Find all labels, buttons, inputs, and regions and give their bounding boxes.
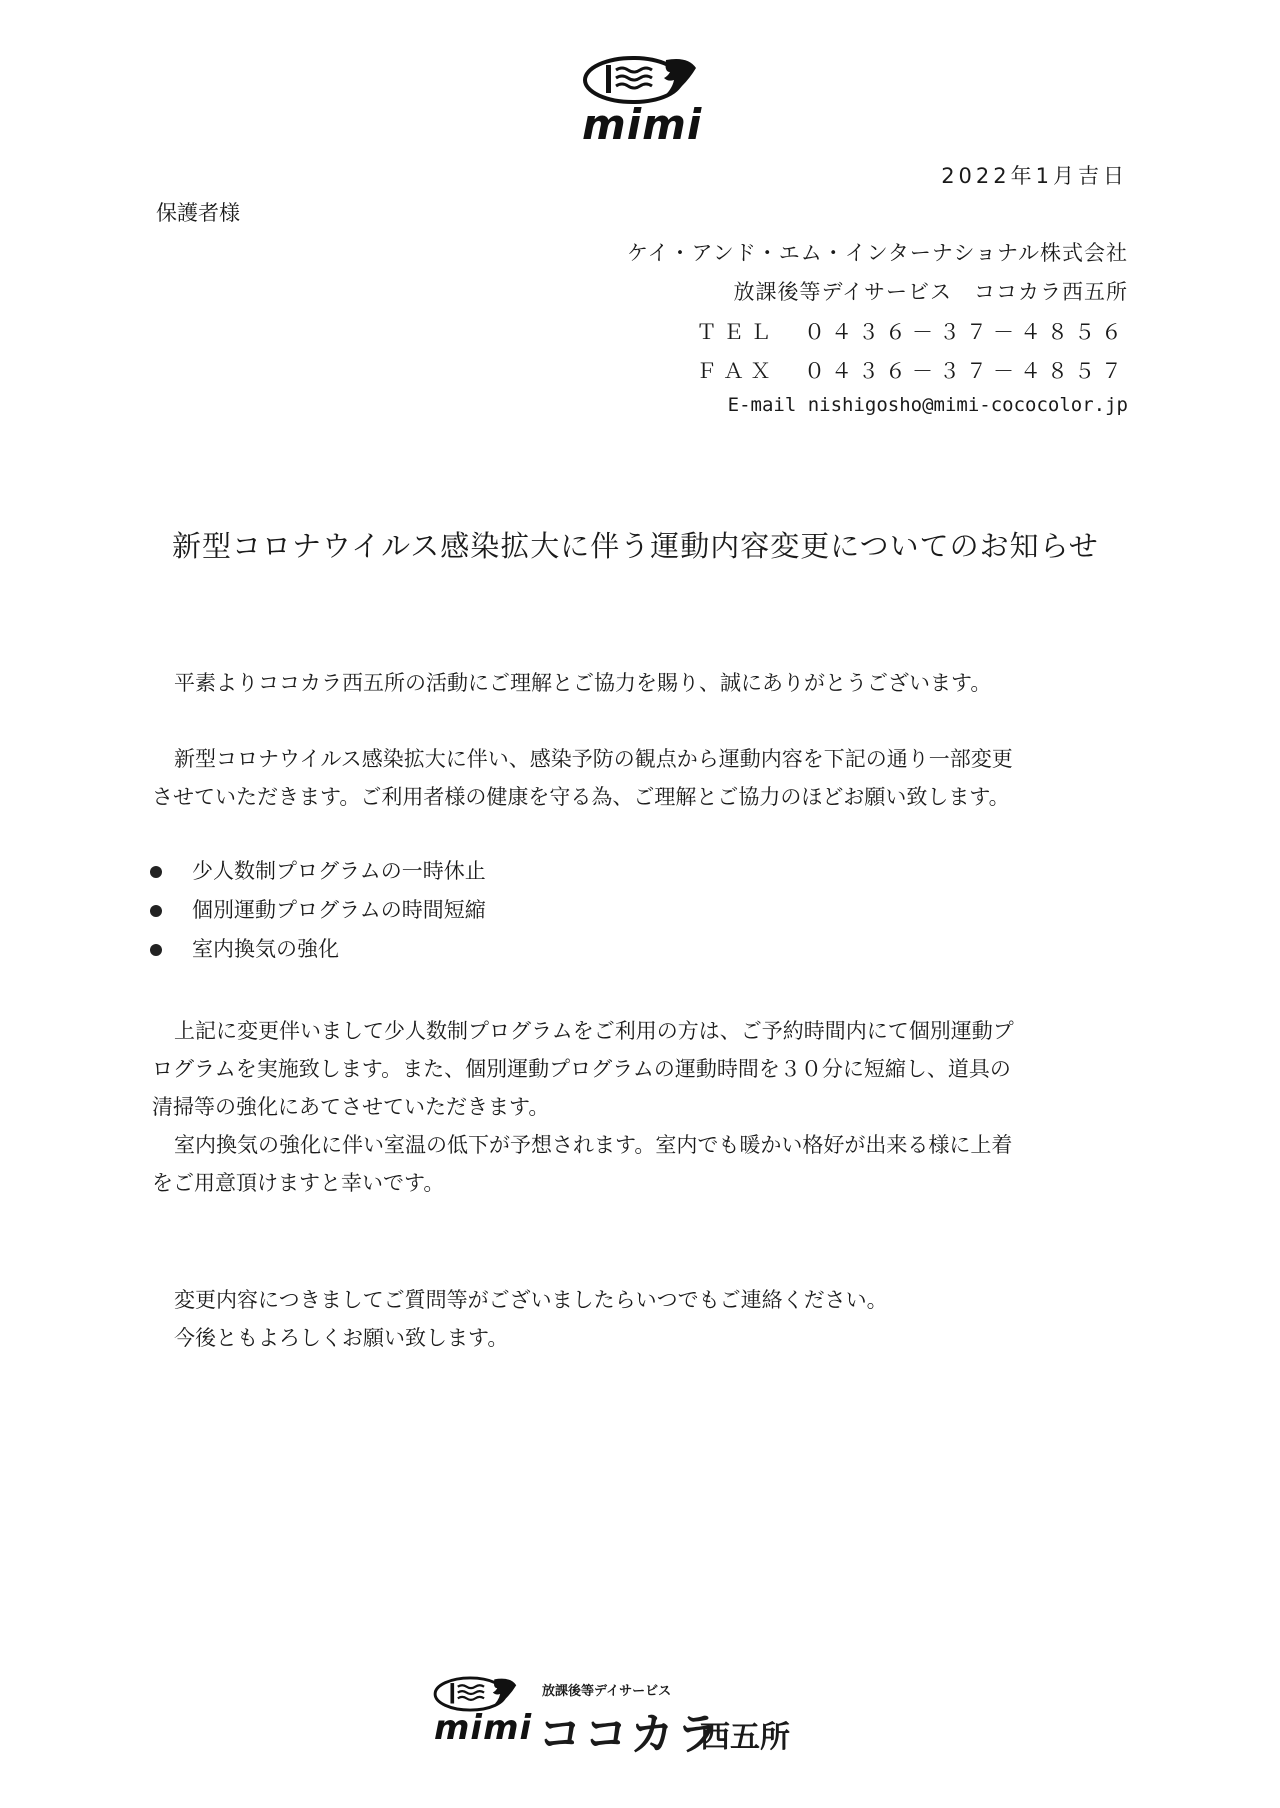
- footer-mimi-text: mimi: [434, 1708, 533, 1748]
- sender-facility: 放課後等デイサービス ココカラ西五所: [733, 280, 1128, 304]
- list-item-text: 室内換気の強化: [192, 937, 339, 961]
- closing-line-1: 変更内容につきましてご質問等がございましたらいつでもご連絡ください。: [174, 1288, 888, 1312]
- notice-title: 新型コロナウイルス感染拡大に伴う運動内容変更についてのお知らせ: [172, 529, 1099, 563]
- detail-line-1: 上記に変更伴いまして少人数制プログラムをご利用の方は、ご予約時間内にて個別運動プ: [174, 1019, 1014, 1043]
- detail-line-3: 清掃等の強化にあてさせていただきます。: [152, 1095, 550, 1119]
- service-label: 放課後等デイサービス: [542, 1684, 672, 1699]
- cococolor-logo: [430, 1672, 860, 1760]
- document-date: 2022年1月吉日: [941, 164, 1128, 188]
- mimi-logo-text: mimi: [582, 100, 703, 149]
- bullet-icon: [150, 905, 162, 917]
- sender-email: E-mail nishigosho@mimi-cococolor.jp: [727, 394, 1128, 416]
- bullet-icon: [150, 866, 162, 878]
- list-item-text: 個別運動プログラムの時間短縮: [192, 898, 486, 922]
- intro-paragraph: [152, 740, 1132, 816]
- detail-line-2: ログラムを実施致します。また、個別運動プログラムの運動時間を３０分に短縮し、道具の: [152, 1057, 1011, 1081]
- brand-location: 西五所: [700, 1720, 790, 1755]
- brand-name: ココカラ: [538, 1709, 722, 1760]
- intro-line-1: 新型コロナウイルス感染拡大に伴い、感染予防の観点から運動内容を下記の通り一部変更: [174, 747, 1013, 771]
- detail-line-5: をご用意頂けますと幸いです。: [152, 1171, 445, 1195]
- detail-line-4: 室内換気の強化に伴い室温の低下が予想されます。室内でも暖かい格好が出来る様に上着: [174, 1133, 1013, 1157]
- intro-line-2: させていただきます。ご利用者様の健康を守る為、ご理解とご協力のほどお願い致します。: [152, 785, 1010, 809]
- greeting-line: 平素よりココカラ西五所の活動にご理解とご協力を賜り、誠にありがとうございます。: [174, 671, 992, 695]
- closing-paragraph: [152, 1281, 1132, 1357]
- list-item: [150, 930, 486, 969]
- list-item-text: 少人数制プログラムの一時休止: [192, 859, 486, 883]
- sender-fax: ＦＡＸ ０４３６－３７－４８５７: [696, 359, 1128, 383]
- greeting-paragraph: [152, 664, 1132, 702]
- closing-line-2: 今後ともよろしくお願い致します。: [174, 1326, 509, 1350]
- sender-company: ケイ・アンド・エム・インターナショナル株式会社: [627, 241, 1128, 265]
- detail-paragraph: [152, 1012, 1132, 1202]
- list-item: [150, 891, 486, 930]
- mimi-logo: [578, 50, 708, 150]
- change-list: [150, 852, 486, 969]
- bullet-icon: [150, 944, 162, 956]
- addressee: 保護者様: [156, 201, 240, 225]
- sender-tel: ＴＥＬ ０４３６－３７－４８５６: [696, 320, 1128, 344]
- list-item: [150, 852, 486, 891]
